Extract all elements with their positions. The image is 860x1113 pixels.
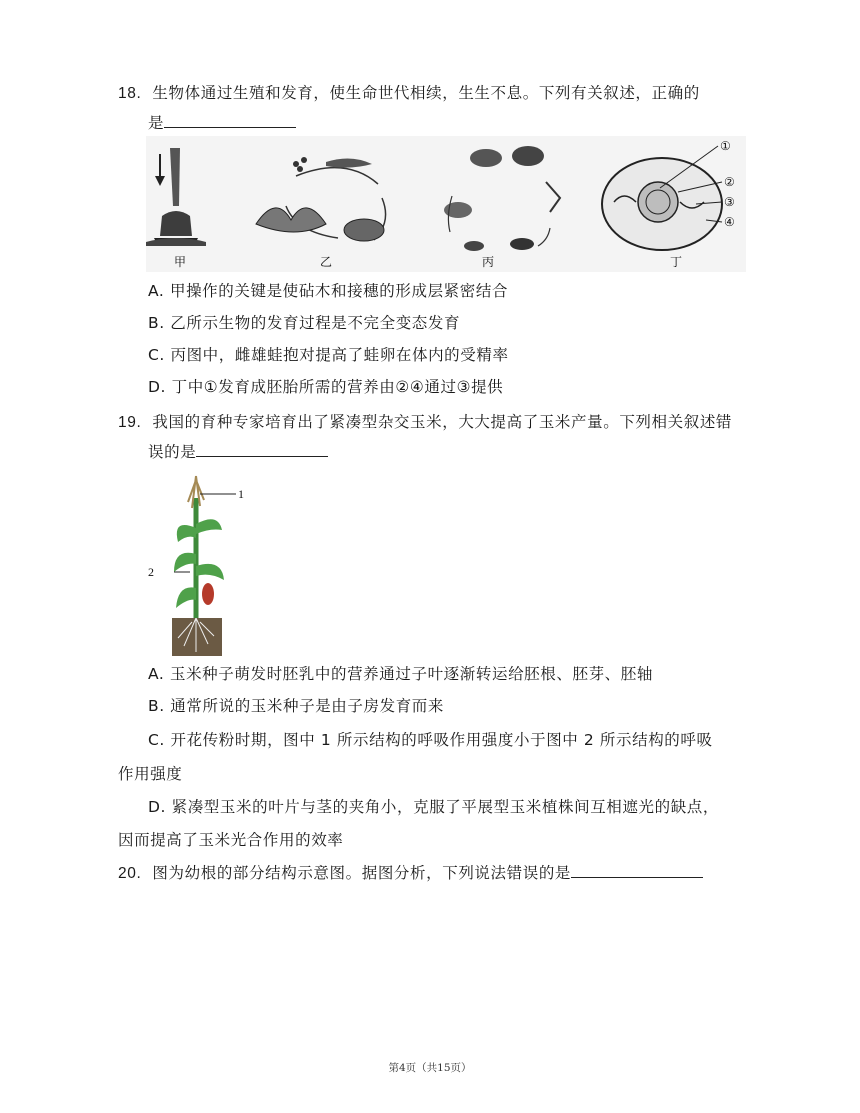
q18-option-d[interactable]: D. 丁中①发育成胚胎所需的营养由②④通过③提供 <box>148 378 504 396</box>
q18-number: 18. <box>118 85 142 102</box>
q18-figure <box>146 136 746 276</box>
q19-number: 19. <box>118 414 142 431</box>
figure-label-bing: 丙 <box>482 255 495 269</box>
egg-marker-1: ① <box>720 139 731 153</box>
corn-plant <box>172 476 224 656</box>
figure-label-jia: 甲 <box>174 255 187 269</box>
answer-blank[interactable] <box>196 438 328 457</box>
q19-option-c-line1[interactable]: C. 开花传粉时期，图中 1 所示结构的呼吸作用强度小于图中 2 所示结构的呼吸 <box>148 731 713 749</box>
q20-stem <box>118 858 703 889</box>
egg-marker-4: ④ <box>724 215 735 229</box>
egg-marker-2: ② <box>724 175 735 189</box>
q19-stem-line2 <box>148 437 328 467</box>
q19-stem-text2: 误的是 <box>148 443 197 461</box>
page-footer: 第4页（共15页） <box>388 1062 472 1074</box>
q18-option-c[interactable]: C. 丙图中，雌雄蛙抱对提高了蛙卵在体内的受精率 <box>148 346 509 364</box>
answer-blank[interactable] <box>571 859 703 878</box>
answer-blank[interactable] <box>164 109 296 128</box>
figure-label-ding: 丁 <box>670 255 683 269</box>
q18-stem-line2 <box>148 108 296 138</box>
q19-option-d-line1[interactable]: D. 紧凑型玉米的叶片与茎的夹角小，克服了平展型玉米植株间互相遮光的缺点， <box>148 798 719 816</box>
q18-stem-text2: 是 <box>148 114 165 132</box>
q19-option-d-line2: 因而提高了玉米光合作用的效率 <box>118 831 344 849</box>
egg-marker-3: ③ <box>724 195 735 209</box>
q20-stem-text: 图为幼根的部分结构示意图。据图分析，下列说法错误的是 <box>152 864 572 882</box>
q19-stem-text: 我国的育种专家培育出了紧凑型杂交玉米，大大提高了玉米产量。下列相关叙述错 <box>152 413 733 431</box>
q20-number: 20. <box>118 865 142 882</box>
figure-label-yi: 乙 <box>320 255 333 269</box>
corn-label-1: 1 <box>238 487 244 501</box>
corn-label-2: 2 <box>148 565 154 579</box>
q18-option-a[interactable]: A. 甲操作的关键是使砧木和接穗的形成层紧密结合 <box>148 282 509 300</box>
q19-stem-line1 <box>118 407 732 438</box>
q19-option-c-line2: 作用强度 <box>118 765 183 783</box>
q18-stem-line1 <box>118 78 700 109</box>
q19-option-a[interactable]: A. 玉米种子萌发时胚乳中的营养通过子叶逐渐转运给胚根、胚芽、胚轴 <box>148 665 653 683</box>
q18-stem-text: 生物体通过生殖和发育，使生命世代相续，生生不息。下列有关叙述，正确的 <box>152 84 700 102</box>
q18-option-b[interactable]: B. 乙所示生物的发育过程是不完全变态发育 <box>148 314 461 332</box>
q19-option-b[interactable]: B. 通常所说的玉米种子是由子房发育而来 <box>148 697 444 715</box>
q19-figure <box>144 468 264 662</box>
